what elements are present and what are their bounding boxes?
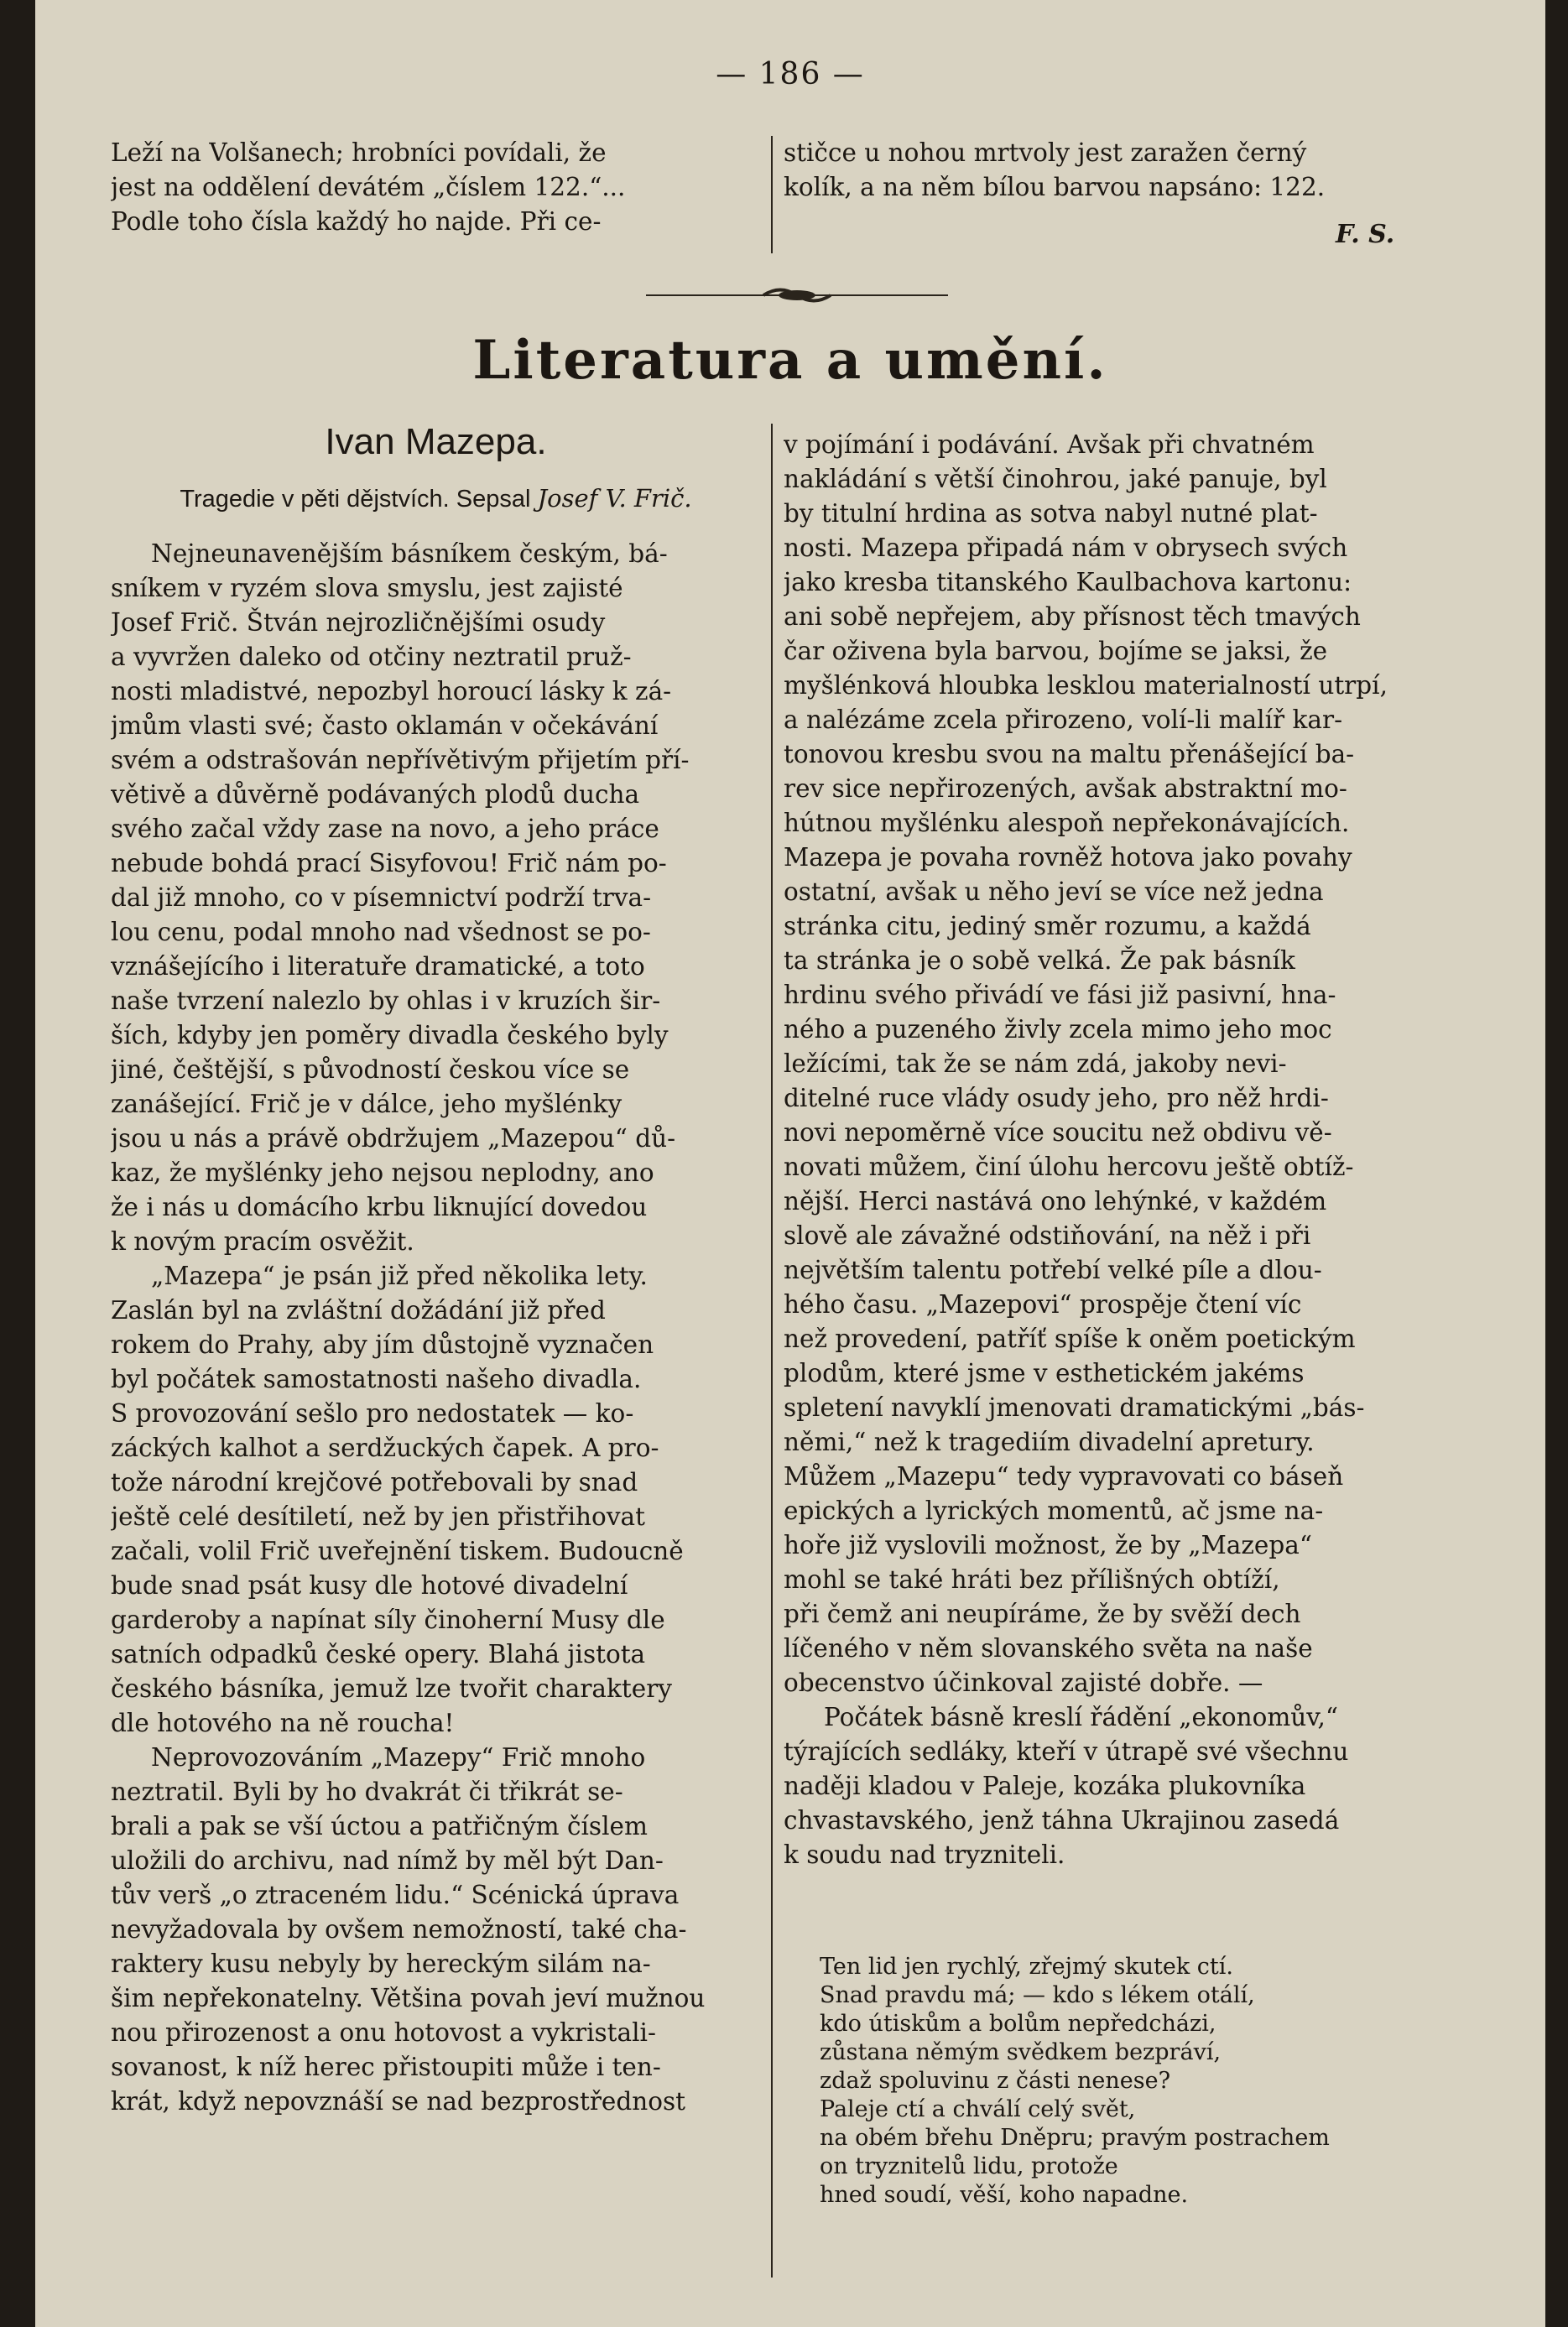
text-line: zůstana němým svědkem bezpráví, [820,2039,1222,2065]
text-line: slově ale závažné odstiňování, na něž i při [784,1221,1311,1250]
text-line: větivě a důvěrně podávaných plodů ducha [111,780,640,809]
page-number: — 186 — [716,57,865,91]
top-right-column [784,136,1482,205]
text-line: rev sice nepřirozených, avšak abstraktní mo- [784,774,1347,803]
text-line: uložili do archivu, nad nímž by měl být Dan- [111,1846,664,1875]
text-line: na obém břehu Dněpru; pravým postrachem [820,2125,1330,2151]
text-line: svém a odstrašován nepřívětivým přijetím pří- [111,746,690,774]
text-line: hned soudí, věší, koho napadne. [820,2182,1189,2208]
text-line: novi nepoměrně více soucitu než obdivu vě- [784,1118,1332,1147]
text-line: lou cenu, podal mnoho nad všednost se po- [111,918,651,946]
text-line: „Mazepa“ je psán již před několika lety. [151,1262,648,1290]
text-line: svého začal vždy zase na novo, a jeho práce [111,815,659,843]
text-line: nější. Herci nastává ono lehýnké, v každém [784,1187,1327,1216]
text-line: rokem do Prahy, aby jím důstojně vyznačen [111,1330,654,1359]
text-line: sovanost, k níž herec přistoupiti může i ten- [111,2053,661,2081]
text-line: hrdinu svého přivádí ve fási již pasivní, hna- [784,981,1336,1009]
text-line: byl počátek samostatnosti našeho divadla. [111,1365,642,1393]
text-line: sníkem v ryzém slova smyslu, jest zajisté [111,574,623,602]
signature: F. S. [1336,220,1395,249]
text-line: nosti mladistvé, nepozbyl horoucí lásky k zá- [111,677,672,705]
text-line: líčeného v něm slovanského světa na naše [784,1634,1313,1663]
text-line: němi,“ než k tragediím divadelní apretury. [784,1428,1315,1456]
text-line: by titulní hrdina as sotva nabyl nutné plat- [784,499,1318,528]
text-line: tonovou kresbu svou na maltu přenášející ba- [784,740,1355,768]
text-line: tův verš „o ztraceném lidu.“ Scénická úprava [111,1881,680,1909]
column-rule [771,424,773,2278]
text-line: spletení navyklí jmenovati dramatickými „bás- [784,1393,1365,1422]
text-line: nebude bohdá prací Sisyfovou! Frič nám po- [111,849,667,877]
text-line: Josef Frič. Štván nejrozličnějšími osudy [111,608,606,637]
text-line: Snad pravdu má; — kdo s lékem otálí, [820,1982,1255,2008]
text-line: mohl se také hráti bez přílišných obtíží, [784,1565,1280,1594]
text-line: největším talentu potřebí velké píle a dlou- [784,1256,1322,1284]
article-subtitle [111,484,761,513]
text-line: epických a lyrických momentů, ač jsme na- [784,1497,1324,1525]
text-line: krát, když nepovznáší se nad bezprostřednost [111,2087,686,2116]
text-line: zdaž spoluvinu z části nenese? [820,2068,1171,2094]
text-line: Mazepa je povaha rovněž hotova jako povahy [784,843,1352,872]
text-line: Můžem „Mazepu“ tedy vypravovati co báseň [784,1462,1344,1491]
divider-ornament [646,283,948,308]
text-line: stránka citu, jediný směr rozumu, a každá [784,912,1311,940]
text-line: naději kladou v Paleje, kozáka plukovníka [784,1772,1306,1800]
text-line: Leží na Volšanech; hrobníci povídali, že [111,138,607,167]
text-line: v pojímání i podávání. Avšak při chvatném [784,430,1315,459]
text-line: naše tvrzení nalezlo by ohlas i v kruzích šir- [111,987,661,1015]
text-line: k soudu nad tryzniteli. [784,1840,1065,1869]
newspaper-page [35,0,1545,2327]
text-line: šim nepřekonatelny. Většina povah jeví mužnou [111,1984,706,2012]
text-line: záckých kalhot a serdžuckých čapek. A pro- [111,1434,659,1462]
text-line: Nejneunavenějším básníkem českým, bá- [151,539,668,568]
text-line: hútnou myšlénku alespoň nepřekonávajících. [784,809,1350,837]
text-line: ditelné ruce vlády osudy jeho, pro něž hrdi- [784,1084,1329,1112]
text-line: plodům, které jsme v esthetickém jakéms [784,1359,1305,1387]
text-line: brali a pak se vší úctou a patřičným číslem [111,1812,648,1840]
section-title: Literatura a umění. [472,329,1108,392]
text-line: S provozování sešlo pro nedostatek — ko- [111,1399,634,1428]
text-line: Počátek básně kreslí řádění „ekonomův,“ [824,1703,1338,1731]
text-line: ležícími, tak že se nám zdá, jakoby nevi- [784,1049,1287,1078]
text-line: a vyvržen daleko od otčiny neztratil pruž- [111,643,632,671]
text-line: novati můžem, činí úlohu hercovu ještě obtíž- [784,1153,1354,1181]
text-line: ta stránka je o sobě velká. Že pak básník [784,946,1295,975]
text-line: kolík, a na něm bílou barvou napsáno: 122. [784,173,1326,201]
text-line: raktery kusu nebyly by hereckým silám na- [111,1950,651,1978]
text-line: nakládání s větší činohrou, jaké panuje, byl [784,465,1327,493]
text-line: tože národní krejčové potřebovali by snad [111,1468,638,1497]
text-line: nou přirozenost a onu hotovost a vykristali- [111,2018,656,2047]
text-line: vznášejícího i literatuře dramatické, a toto [111,952,645,981]
text-line: než provedení, patříť spíše k oněm poetickým [784,1325,1356,1353]
article-title: Ivan Mazepa. [325,421,547,462]
text-line: myšlénková hloubka lesklou materialností utrpí, [784,671,1388,700]
text-line: zanášející. Frič je v dálce, jeho myšlénky [111,1090,623,1118]
top-left-column [111,136,761,239]
text-line: a nalézáme zcela přirozeno, volí-li malíř kar- [784,705,1343,734]
subtitle-text: Tragedie v pěti dějstvích. Sepsal [180,486,531,513]
text-line: kdo útiskům a bolům nepředcházi, [820,2011,1216,2037]
text-line: chvastavského, jenž táhna Ukrajinou zasedá [784,1806,1340,1835]
text-line: že i nás u domácího krbu liknující dovedou [111,1193,648,1221]
text-line: on tryznitelů lidu, protože [820,2153,1118,2179]
verse-quote [820,1953,1457,2210]
text-line: ného a puzeného živly zcela mimo jeho moc [784,1015,1332,1044]
text-line: čar oživena byla barvou, bojíme se jaksi, že [784,637,1328,665]
text-line: nevyžadovala by ovšem nemožností, také cha- [111,1915,687,1944]
text-line: k novým pracím osvěžit. [111,1227,414,1256]
text-line: hého času. „Mazepovi“ prospěje čtení víc [784,1290,1302,1319]
right-column [784,428,1482,1872]
text-line: obecenstvo účinkoval zajisté dobře. — [784,1668,1263,1697]
article-author: Josef V. Frič. [537,484,692,513]
text-line: při čemž ani neupíráme, že by svěží dech [784,1600,1301,1628]
text-line: jiné, češtější, s původností českou více se [111,1055,630,1084]
text-line: kaz, že myšlénky jeho nejsou neplodny, ano [111,1158,654,1187]
text-line: jako kresba titanského Kaulbachova kartonu: [784,568,1352,596]
text-line: českého básníka, jemuž lze tvořit charaktery [111,1674,672,1703]
text-line: jmům vlasti své; často oklamán v očekávání [111,711,659,740]
text-line: Ten lid jen rychlý, zřejmý skutek ctí. [820,1954,1233,1980]
text-line: nosti. Mazepa připadá nám v obrysech svých [784,534,1348,562]
text-line: jest na oddělení devátém „číslem 122.“... [111,173,626,201]
text-line: ani sobě nepřejem, aby přísnost těch tmavých [784,602,1361,631]
text-line: ších, kdyby jen poměry divadla českého byly [111,1021,669,1049]
text-line: stičce u nohou mrtvoly jest zaražen černý [784,138,1307,167]
text-line: satních odpadků české opery. Blahá jistota [111,1640,646,1668]
text-line: týrajících sedláky, kteří v útrapě své všechnu [784,1737,1349,1766]
text-line: Neprovozováním „Mazepy“ Frič mnoho [151,1743,646,1772]
text-line: dle hotového na ně roucha! [111,1709,455,1737]
text-line: jsou u nás a právě obdržujem „Mazepou“ dů- [111,1124,676,1153]
text-line: ostatní, avšak u něho jeví se více než jedna [784,877,1324,906]
text-line: Paleje ctí a chválí celý svět, [820,2096,1136,2122]
text-line: garderoby a napínat síly činoherní Musy dle [111,1606,665,1634]
text-line: ještě celé desítiletí, než by jen přistřihovat [111,1502,645,1531]
text-line: bude snad psát kusy dle hotové divadelní [111,1571,628,1600]
text-line: Zaslán byl na zvláštní dožádání již před [111,1296,606,1325]
left-column [111,537,761,2119]
text-line: dal již mnoho, co v písemnictví podrží trva- [111,883,652,912]
text-line: hoře již vyslovili možnost, že by „Mazepa“ [784,1531,1312,1559]
text-line: neztratil. Byli by ho dvakrát či třikrát se- [111,1778,623,1806]
column-rule-top [771,136,773,253]
text-line: Podle toho čísla každý ho najde. Při ce- [111,207,602,236]
text-line: začali, volil Frič uveřejnění tiskem. Budoucně [111,1537,684,1565]
